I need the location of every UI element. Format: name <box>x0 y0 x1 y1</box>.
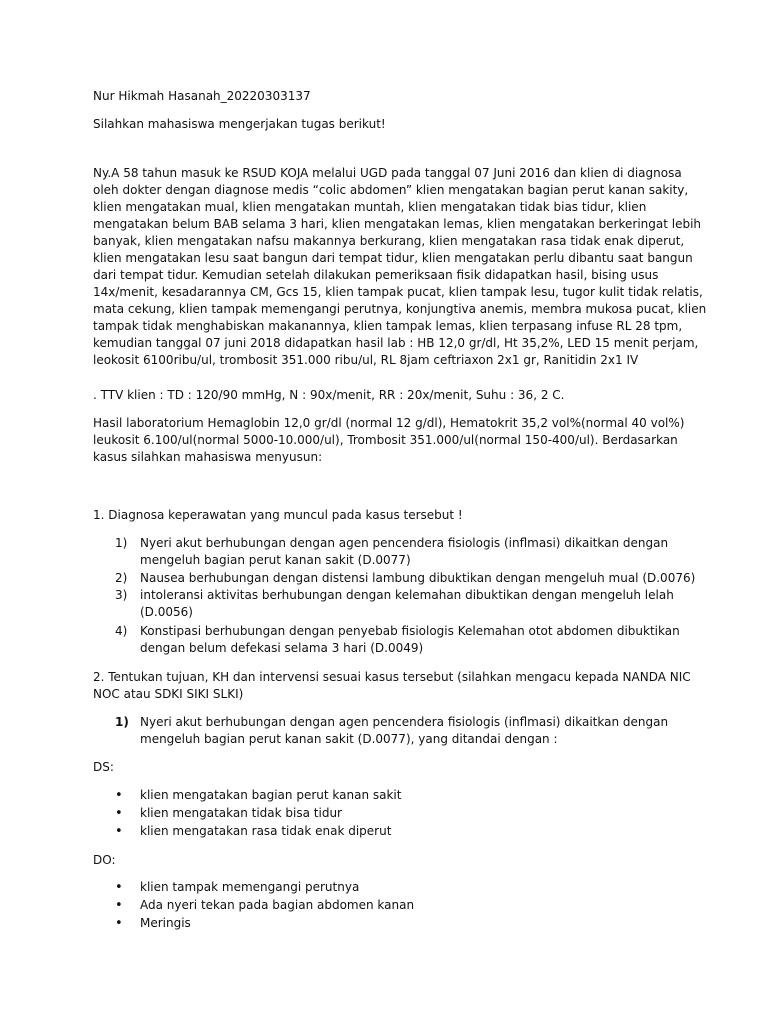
ds-label: DS: <box>93 760 114 774</box>
instruction-text: Silahkan mahasiswa mengerjakan tugas berikut! <box>93 117 386 131</box>
diagnosis-line: Nyeri akut berhubungan dengan agen pencendera fisiologis (inflmasi) dikaitkan dengan <box>140 715 669 729</box>
diagnosis-line: Nyeri akut berhubungan dengan agen pencendera fisiologis (inflmasi) dikaitkan dengan <box>140 536 669 550</box>
author-heading: Nur Hikmah Hasanah_20220303137 <box>93 89 311 103</box>
question-2-title: NOC atau SDKI SIKI SLKI) <box>93 687 244 701</box>
diagnosis-line: dengan belum defekasi selama 3 hari (D.0049) <box>140 641 424 655</box>
diagnosis-line: intoleransi aktivitas berhubungan dengan kelemahan dibuktikan dengan mengeluh lelah <box>140 588 674 602</box>
case-line: dari tempat tidur. Kemudian setelah dilakukan pemeriksaan fisik didapatkan hasil, bising usus <box>93 268 659 282</box>
lab-line: leukosit 6.100/ul(normal 5000-10.000/ul), Trombosit 351.000/ul(normal 150-400/ul). Berdasarkan <box>93 433 678 447</box>
case-line: kemudian tanggal 07 juni 2018 didapatkan hasil lab : HB 12,0 gr/dl, Ht 35,2%, LED 15 menit perjam, <box>93 336 699 350</box>
ds-item: klien mengatakan tidak bisa tidur <box>140 806 342 820</box>
diagnosis-line: Konstipasi berhubungan dengan penyebab fisiologis Kelemahan otot abdomen dibuktikan <box>140 624 680 638</box>
case-line: tampak tidak menghabiskan makanannya, klien tampak lemas, klien terpasang infuse RL 28 tpm, <box>93 319 683 333</box>
bullet-icon: • <box>115 788 123 803</box>
bullet-icon: • <box>115 898 123 913</box>
list-number: 1) <box>115 715 129 729</box>
lab-line: kasus silahkan mahasiswa menyusun: <box>93 450 323 464</box>
bullet-icon: • <box>115 916 123 931</box>
case-line: 14x/menit, kesadarannya CM, Gcs 15, klien tampak pucat, klien tampak lesu, tugor kulit tidak relatis, <box>93 285 703 299</box>
case-line: leokosit 6100ribu/ul, trombosit 351.000 ribu/ul, RL 8jam ceftriaxon 2x1 gr, Ranitidin 2x1 IV <box>93 353 639 367</box>
ds-item: klien mengatakan rasa tidak enak diperut <box>140 824 392 838</box>
ds-item: klien mengatakan bagian perut kanan sakit <box>140 788 402 802</box>
bullet-icon: • <box>115 880 123 895</box>
case-line: Ny.A 58 tahun masuk ke RSUD KOJA melalui UGD pada tanggal 07 Juni 2016 dan klien di diagnosa <box>93 166 682 180</box>
bullet-icon: • <box>115 824 123 839</box>
lab-line: Hasil laboratorium Hemaglobin 12,0 gr/dl (normal 12 g/dl), Hematokrit 35,2 vol%(normal 40 vol%) <box>93 416 685 430</box>
bullet-icon: • <box>115 806 123 821</box>
list-number: 4) <box>115 624 128 638</box>
case-line: klien mengatakan mual, klien mengatakan muntah, klien mengatakan tidak bias tidur, klien <box>93 200 647 214</box>
do-label: DO: <box>93 853 116 867</box>
case-line: mata cekung, klien tampak memengangi perutnya, konjungtiva anemis, membra mukosa pucat, klien <box>93 302 707 316</box>
list-number: 1) <box>115 536 128 550</box>
question-1-title: 1. Diagnosa keperawatan yang muncul pada kasus tersebut ! <box>93 508 463 522</box>
case-line: banyak, klien mengatakan nafsu makannya berkurang, klien mengatakan rasa tidak enak diperut, <box>93 234 685 248</box>
ttv-line: . TTV klien : TD : 120/90 mmHg, N : 90x/menit, RR : 20x/menit, Suhu : 36, 2 C. <box>93 388 565 402</box>
diagnosis-line: mengeluh bagian perut kanan sakit (D.0077) <box>140 553 411 567</box>
list-number: 3) <box>115 588 128 602</box>
diagnosis-line: (D.0056) <box>140 605 193 619</box>
do-item: Meringis <box>140 916 191 930</box>
question-2-title: 2. Tentukan tujuan, KH dan intervensi sesuai kasus tersebut (silahkan mengacu kepada NANDA NIC <box>93 670 691 684</box>
case-line: mengatakan belum BAB selama 3 hari, klien mengatakan lemas, klien mengatakan berkeringat lebih <box>93 217 702 231</box>
case-line: oleh dokter dengan diagnose medis “colic abdomen” klien mengatakan bagian perut kanan sakity, <box>93 183 689 197</box>
diagnosis-line: mengeluh bagian perut kanan sakit (D.0077), yang ditandai dengan : <box>140 732 558 746</box>
diagnosis-line: Nausea berhubungan dengan distensi lambung dibuktikan dengan mengeluh mual (D.0076) <box>140 571 696 585</box>
do-item: klien tampak memengangi perutnya <box>140 880 360 894</box>
case-line: klien mengatakan lesu saat bangun dari tempat tidur, klien mengatakan perlu dibantu saat bangun <box>93 251 693 265</box>
do-item: Ada nyeri tekan pada bagian abdomen kanan <box>140 898 415 912</box>
list-number: 2) <box>115 571 128 585</box>
